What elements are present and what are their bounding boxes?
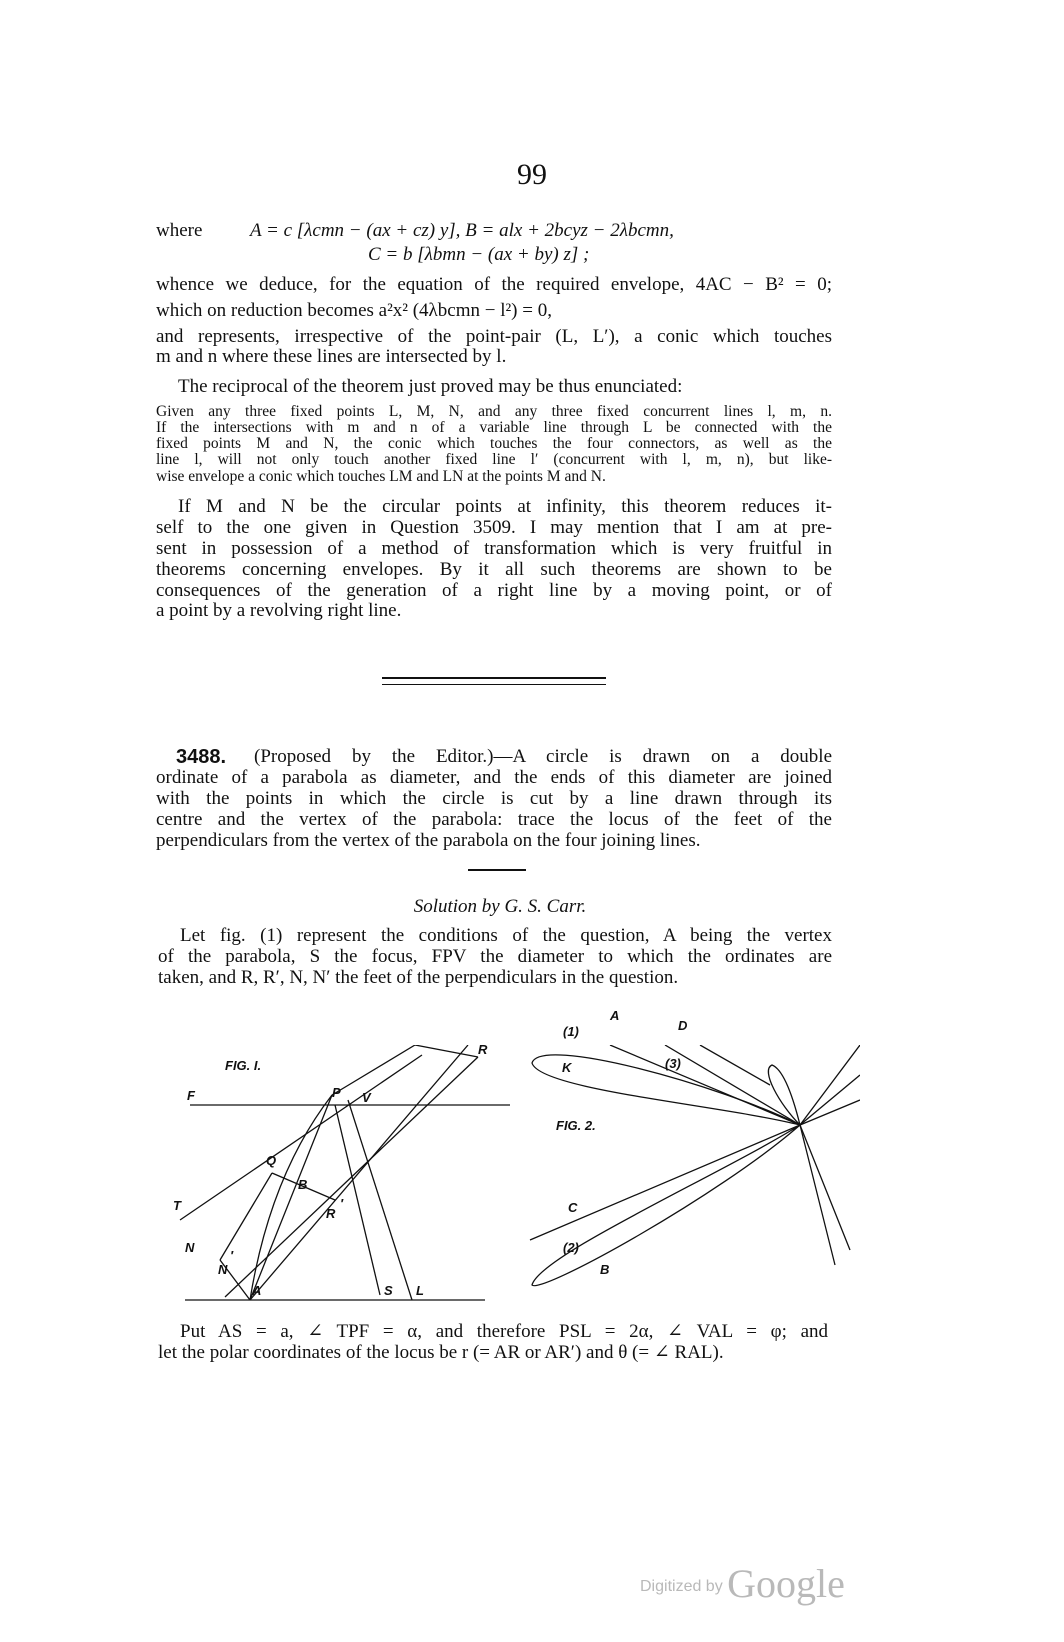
fig2-label-B: B [600,1262,610,1277]
question-line: perpendiculars from the vertex of the parabola on the four joining lines. [156,830,701,851]
section-divider [382,677,606,679]
fig1-label-N: N [185,1240,195,1255]
theorem-line: If the intersections with m and n of a variable line through L be connected with the [156,419,832,436]
fig2-label-A: A [610,1008,620,1023]
fig1-label-A: A [252,1283,262,1298]
fig1-label-S: S [384,1283,393,1298]
para3-line: self to the one given in Question 3509. I may mention that I am at pre- [156,517,832,538]
question-line: (Proposed by the Editor.)—A circle is drawn on a double [254,746,832,767]
fig1-label-F: F [187,1088,195,1103]
question-line: centre and the vertex of the parabola: trace the locus of the feet of the [156,809,832,830]
formula-line-1: A = c [λcmn − (ax + cz) y], B = alx + 2bcyz − 2λbcmn, [250,220,674,241]
fig1-label-P: P [332,1085,341,1100]
para3-line: theorems concerning envelopes. By it all such theorems are shown to be [156,559,832,580]
fig1-label-T: T [173,1198,181,1213]
fig1-label-B: B [298,1177,308,1192]
where-word: where [156,220,203,241]
question-number: 3488. [176,746,227,768]
para1-line: m and n where these lines are intersected by l. [156,346,507,367]
fig2-loop-3: (3) [665,1056,681,1071]
fig1-label-N-prime: N [218,1262,228,1277]
fig1-label-L: L [416,1283,424,1298]
short-divider [468,869,526,871]
fig2-loop-2: (2) [563,1240,579,1255]
page-number: 99 [517,158,547,191]
fig1-label-V: V [362,1090,371,1105]
fig1-label-R-prime: R [326,1206,336,1221]
question-line: with the points in which the circle is cut by a line drawn through its [156,788,832,809]
fig1-label-Q: Q [266,1153,277,1168]
fig2-label-K: K [562,1060,572,1075]
fig1-prime-mark: ′ [230,1248,234,1263]
watermark-digitized: Digitized by [640,1578,723,1595]
solution-line: of the parabola, S the focus, FPV the diameter to which the ordinates are [158,946,832,967]
fig2-label-C: C [568,1200,578,1215]
solution-line: taken, and R, R′, N, N′ the feet of the perpendiculars in the question. [158,967,679,988]
para2-line: The reciprocal of the theorem just proved may be thus enunciated: [178,376,683,397]
fig2-title: FIG. 2. [556,1118,596,1133]
theorem-line: Given any three fixed points L, M, N, and any three fixed concurrent lines l, m, n. [156,403,832,420]
para3-line: a point by a revolving right line. [156,600,402,621]
para1-line: and represents, irrespective of the point-pair (L, L′), a conic which touches [156,326,832,347]
digitized-watermark [640,1560,845,1607]
solution-line: Let fig. (1) represent the conditions of the question, A being the vertex [180,925,832,946]
theorem-line: wise envelope a conic which touches LM and LN at the points M and N. [156,468,606,485]
fig1-prime-mark: ′ [340,1196,344,1211]
final-line: let the polar coordinates of the locus be r (= AR or AR′) and θ (= ∠ RAL). [158,1342,724,1363]
solution-heading: Solution by G. S. Carr. [413,896,587,917]
para3-line: If M and N be the circular points at infinity, this theorem reduces it- [178,496,832,517]
theorem-line: line l, will not only touch another fixed line l′ (concurrent with l, m, n), but like- [156,451,832,468]
para1-line: whence we deduce, for the equation of the required envelope, 4AC − B² = 0; [156,274,832,295]
section-divider [382,684,606,685]
theorem-line: fixed points M and N, the conic which touches the four connectors, as well as the [156,435,832,452]
fig1-title: FIG. I. [225,1058,262,1073]
para1-line: which on reduction becomes a²x² (4λbcmn − l²) = 0, [156,300,552,321]
para3-line: sent in possession of a method of transformation which is very fruitful in [156,538,832,559]
fig1-label-R: R [478,1042,488,1057]
figures [160,1045,860,1360]
final-line: Put AS = a, ∠ TPF = α, and therefore PSL = 2α, ∠ VAL = φ; and [180,1321,828,1342]
watermark-brand: Google [727,1561,845,1606]
formula-line-2: C = b [λbmn − (ax + by) z] ; [368,244,590,265]
question-line: ordinate of a parabola as diameter, and the ends of this diameter are joined [156,767,832,788]
fig2-loop-1: (1) [563,1024,579,1039]
figure-2-lines [530,1045,860,1286]
para3-line: consequences of the generation of a right line by a moving point, or of [156,580,832,601]
fig2-label-D: D [678,1018,688,1033]
